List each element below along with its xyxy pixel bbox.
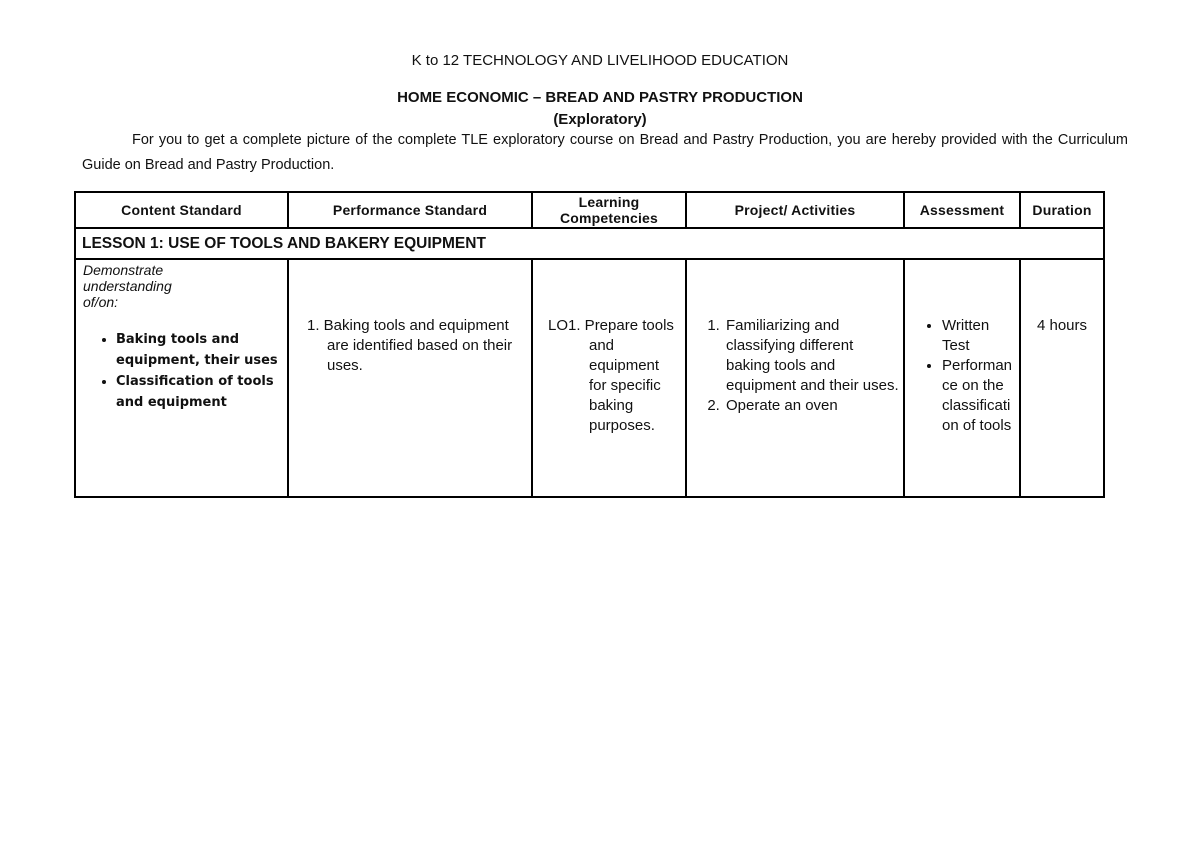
list-item: • Written Test <box>942 316 1015 356</box>
activities-list <box>687 316 903 416</box>
list-item: 2. Operate an oven <box>724 396 899 416</box>
column-header-performance-standard: Performance Standard <box>288 192 532 228</box>
content-standard-list <box>76 329 287 413</box>
list-item: 1. Familiarizing and classifying different baking tools and equipment and their uses. <box>724 316 899 396</box>
learning-competency-cell <box>532 259 686 497</box>
content-standard-intro: Demonstrate understanding of/on: <box>83 262 172 310</box>
intro-paragraph: For you to get a complete picture of the complete TLE exploratory course on Bread and Pastry Production, you are hereby provided with the Curriculum Guide on Bread and Pastry Production. <box>82 132 1128 173</box>
learning-competency-text: LO1. Prepare tools and equipment for specific baking purposes. <box>548 317 674 434</box>
activities-cell <box>686 259 904 497</box>
lesson-row <box>75 228 1104 259</box>
column-header-activities: Project/ Activities <box>686 192 904 228</box>
list-item: • Baking tools and equipment, their uses <box>116 329 287 371</box>
program-header: K to 12 TECHNOLOGY AND LIVELIHOOD EDUCATION <box>411 52 789 69</box>
lesson-title: LESSON 1: USE OF TOOLS AND BAKERY EQUIPMENT <box>75 228 1104 259</box>
column-header-content-standard: Content Standard <box>75 192 288 228</box>
assessment-cell <box>904 259 1020 497</box>
column-header-assessment: Assessment <box>904 192 1020 228</box>
performance-standard-cell <box>288 259 532 497</box>
learning-competencies-label: Learning Competencies <box>559 194 659 226</box>
column-header-duration: Duration <box>1020 192 1104 228</box>
curriculum-table <box>74 191 1105 498</box>
document-subtitle: (Exploratory) <box>553 111 647 128</box>
document-title: HOME ECONOMIC – BREAD AND PASTRY PRODUCTION <box>397 89 803 106</box>
list-item: • Performance on the classification of tools <box>942 356 1015 436</box>
content-standard-cell <box>75 259 288 497</box>
table-row <box>75 259 1104 497</box>
assessment-list <box>905 316 1019 436</box>
list-item: • Classification of tools and equipment <box>116 371 287 413</box>
table-header-row <box>75 192 1104 228</box>
duration-text: 4 hours <box>1036 317 1088 334</box>
duration-cell <box>1020 259 1104 497</box>
performance-standard-text: 1. Baking tools and equipment are identified based on their uses. <box>307 317 513 374</box>
column-header-learning-competencies <box>532 192 686 228</box>
